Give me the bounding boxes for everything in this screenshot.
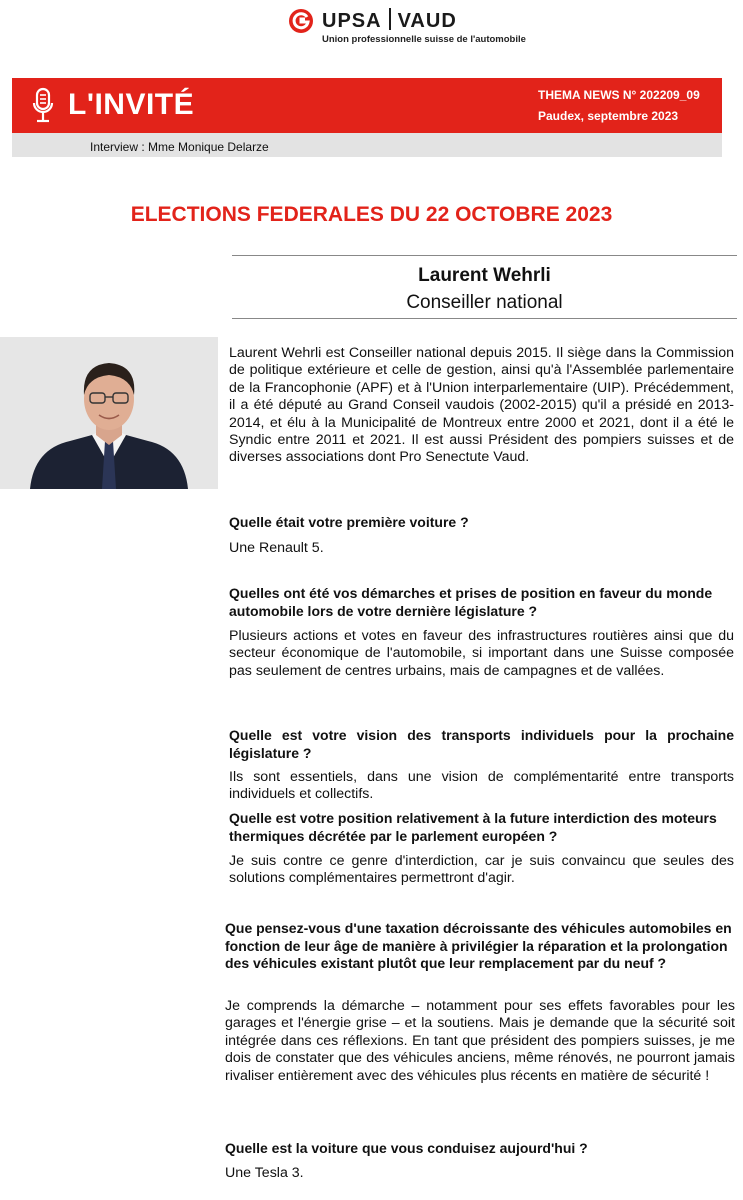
answer-4: Je suis contre ce genre d'interdiction, car je suis convaincu que seules des solutions complémentaires permettront d'agir. (229, 853, 734, 887)
question-6: Quelle est la voiture que vous conduisez aujourd'hui ? (225, 1140, 588, 1156)
answer-5: Je comprends la démarche – notamment pour ses effets favorables pour les garages et l'énergie grise – et la soutiens. Mais je demande que la sécurité soit intégrée dans ces réflexions. En tant que président des pompiers suisses, je me dois de constater que des véhicules anciens, même rénovés, ne pourront jamais rivaliser entièrement avec des véhicules plus récents en matière de sécurité ! (225, 998, 735, 1084)
upsa-vaud-logo (288, 5, 528, 45)
banner-title: L'INVITÉ (68, 88, 195, 121)
logo-brand-right: VAUD (397, 10, 457, 32)
question-1: Quelle était votre première voiture ? (229, 514, 469, 530)
question-2: Quelles ont été vos démarches et prises de position en faveur du monde automobile lors de votre dernière législature ? (229, 585, 713, 619)
divider-top (232, 255, 737, 256)
question-4: Quelle est votre position relativement à la future interdiction des moteurs thermiques décrétée par le parlement européen ? (229, 810, 717, 844)
news-number: THEMA NEWS N° 202209_09 (538, 88, 700, 102)
person-name: Laurent Wehrli (418, 265, 551, 286)
bio-paragraph: Laurent Wehrli est Conseiller national depuis 2015. Il siège dans la Commission de politique extérieure et celle de gestion, ainsi qu'à l'Assemblée parlementaire de la Francophonie (APF) et à l'Union interparlementaire (UIP). Précédemment, il a été député au Grand Conseil vaudois (2002-2015) qu'il a présidé en 2013-2014, et élu à la Municipalité de Montreux entre 2000 et 2021, dont il a été le Syndic entre 2011 et 2021. Il est aussi Président des pompiers suisses et de diverses associations dont Pro Senectute Vaud. (229, 345, 734, 466)
divider-bottom (232, 318, 737, 319)
place-date: Paudex, septembre 2023 (538, 109, 679, 123)
answer-2: Plusieurs actions et votes en faveur des infrastructures routières ainsi que du secteur économique de l'automobile, si important dans une Suisse composée pas seulement de centres urbains, mais de campagnes et de vallées. (229, 628, 734, 679)
logo-tagline: Union professionnelle suisse de l'automobile (322, 34, 526, 45)
invite-banner (12, 78, 722, 133)
logo-brand-left: UPSA (322, 10, 382, 32)
portrait-photo (0, 337, 218, 489)
answer-3: Ils sont essentiels, dans une vision de complémentarité entre transports individuels et collectifs. (229, 769, 734, 803)
answer-6: Une Tesla 3. (225, 1165, 304, 1181)
microphone-icon (32, 87, 54, 125)
headline: ELECTIONS FEDERALES DU 22 OCTOBRE 2023 (130, 203, 613, 226)
question-5: Que pensez-vous d'une taxation décroissante des véhicules automobiles en fonction de leur âge de manière à privilégier la réparation et la prolongation des véhicules existant plutôt que leur remplacement par du neuf ? (225, 920, 732, 972)
upsa-logo-icon (288, 8, 314, 34)
question-3: Quelle est votre vision des transports individuels pour la prochaine législature ? (229, 727, 734, 761)
person-role: Conseiller national (406, 292, 563, 313)
answer-1: Une Renault 5. (229, 540, 324, 556)
logo-brand (322, 8, 457, 33)
interview-bar (12, 133, 722, 157)
interview-credit: Interview : Mme Monique Delarze (90, 140, 269, 154)
logo-separator (389, 8, 391, 30)
